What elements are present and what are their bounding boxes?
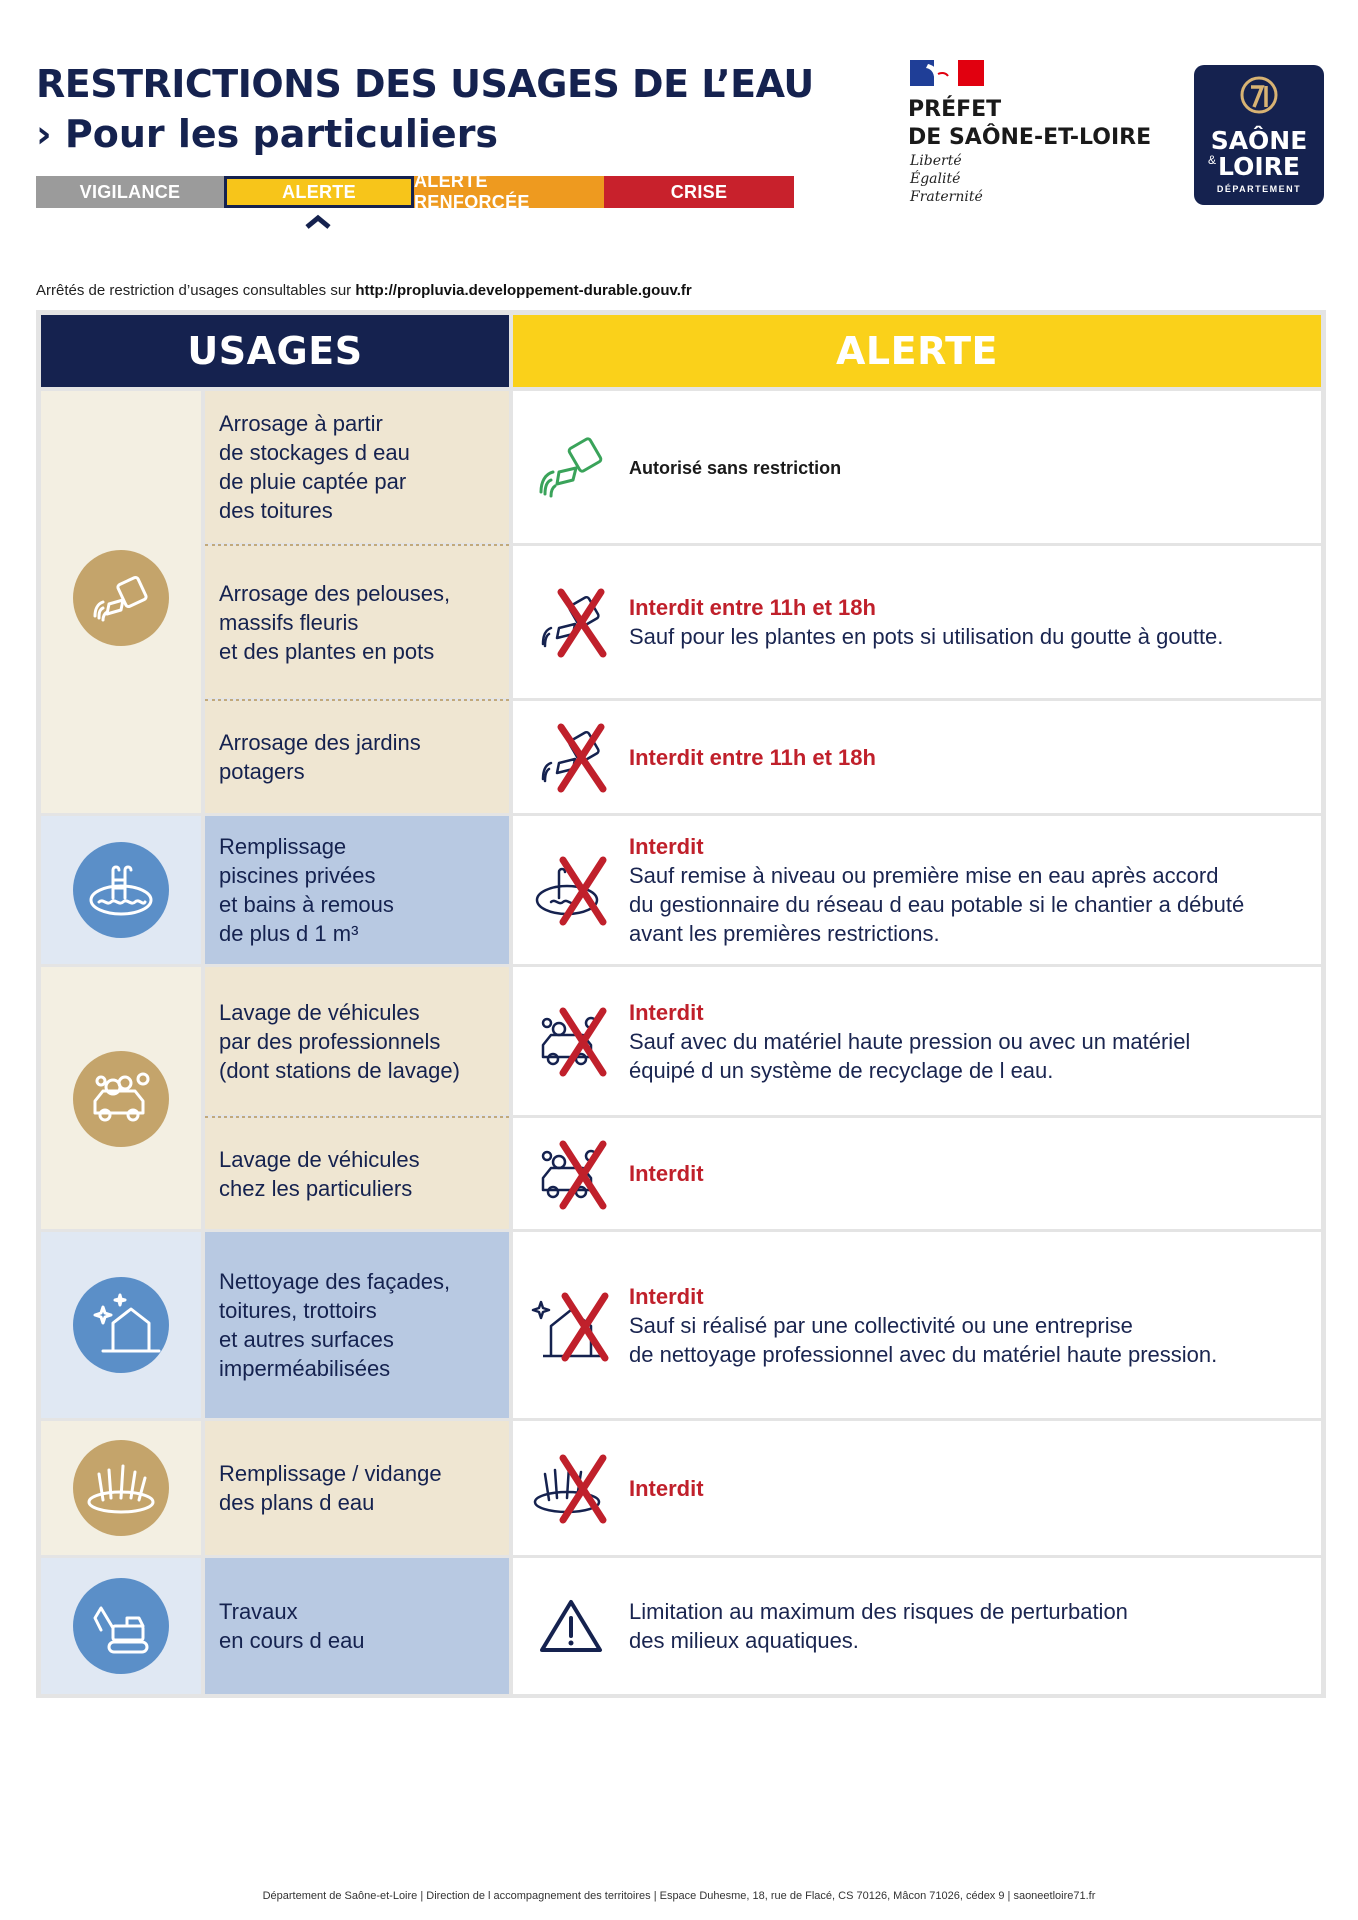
group-arrosage bbox=[41, 391, 201, 813]
car-wash-forbidden-icon bbox=[513, 1001, 629, 1081]
department-71-emblem-icon bbox=[1239, 75, 1279, 119]
prefet-name: PRÉFET DE SAÔNE-ET-LOIRE bbox=[908, 97, 1152, 150]
source-link[interactable]: http://propluvia.developpement-durable.gouv.fr bbox=[355, 282, 692, 299]
group-lavage bbox=[41, 967, 201, 1229]
caret-up-icon bbox=[304, 214, 332, 230]
group-plans-eau bbox=[41, 1421, 201, 1555]
watering-can-icon bbox=[513, 432, 629, 502]
header-usages: USAGES bbox=[41, 315, 509, 387]
usage-cell: Arrosage des pelouses, massifs fleuris et des plantes en pots bbox=[205, 546, 509, 698]
usage-cell: Travaux en cours d eau bbox=[205, 1558, 509, 1694]
level-alerte-renforcee: ALERTE RENFORCÉE bbox=[414, 176, 604, 208]
usage-cell: Remplissage / vidange des plans d eau bbox=[205, 1421, 509, 1555]
warning-icon bbox=[513, 1596, 629, 1656]
group-travaux bbox=[41, 1558, 201, 1694]
usage-cell: Remplissage piscines privées et bains à remous de plus d 1 m³ bbox=[205, 816, 509, 964]
footer: Département de Saône-et-Loire | Direction de l accompagnement des territoires | Espace Duhesme, 18, rue de Flacé, CS 70126, Mâcon 71026, cédex 9 | saoneetloire71.fr bbox=[262, 1890, 1096, 1902]
department-logo: SAÔNE & LOIRE DÉPARTEMENT bbox=[1194, 65, 1324, 205]
level-vigilance: VIGILANCE bbox=[36, 176, 224, 208]
car-wash-group-icon bbox=[73, 1051, 169, 1147]
table-row: Interdit Sauf remise à niveau ou première mise en eau après accord du gestionnaire du réseau d eau potable si le chantier a débuté avant les premières restrictions. bbox=[513, 816, 1321, 964]
house-cleaning-forbidden-icon bbox=[513, 1280, 629, 1370]
pond-group-icon bbox=[73, 1440, 169, 1536]
restrictions-table bbox=[36, 310, 1326, 1698]
pool-forbidden-icon bbox=[513, 850, 629, 930]
page-subtitle: › Pour les particuliers bbox=[36, 112, 499, 156]
usage-cell: Lavage de véhicules par des professionnels (dont stations de lavage) bbox=[205, 967, 509, 1115]
header-alerte: ALERTE bbox=[513, 315, 1321, 387]
level-crise: CRISE bbox=[604, 176, 794, 208]
table-row: Interdit entre 11h et 18h Sauf pour les plantes en pots si utilisation du goutte à goutte. bbox=[513, 546, 1321, 698]
table-row: Autorisé sans restriction bbox=[513, 391, 1321, 543]
alert-level-scale bbox=[36, 171, 794, 212]
house-cleaning-group-icon bbox=[73, 1277, 169, 1373]
usage-cell: Arrosage à partir de stockages d eau de pluie captée par des toitures bbox=[205, 391, 509, 543]
watering-can-forbidden-icon bbox=[513, 717, 629, 797]
excavator-group-icon bbox=[73, 1578, 169, 1674]
group-nettoyage bbox=[41, 1232, 201, 1418]
pond-forbidden-icon bbox=[513, 1448, 629, 1528]
usage-cell: Nettoyage des façades, toitures, trottoirs et autres surfaces imperméabilisées bbox=[205, 1232, 509, 1418]
table-row: Interdit Sauf si réalisé par une collectivité ou une entreprise de nettoyage professionnel avec du matériel haute pression. bbox=[513, 1232, 1321, 1418]
marianne-flag-icon bbox=[910, 60, 984, 86]
watering-group-icon bbox=[73, 550, 169, 646]
usage-cell: Arrosage des jardins potagers bbox=[205, 701, 509, 813]
page-title: RESTRICTIONS DES USAGES DE L’EAU bbox=[36, 62, 814, 106]
table-row: Interdit bbox=[513, 1118, 1321, 1229]
table-row: Interdit Sauf avec du matériel haute pression ou avec un matériel équipé d un système de recyclage de l eau. bbox=[513, 967, 1321, 1115]
group-piscines bbox=[41, 816, 201, 964]
republic-motto: Liberté Égalité Fraternité bbox=[910, 153, 983, 205]
source-notice: Arrêtés de restriction d’usages consultables sur http://propluvia.developpement-durable.gouv.fr bbox=[36, 282, 692, 299]
level-alerte-selected: ALERTE bbox=[224, 176, 414, 208]
usage-cell: Lavage de véhicules chez les particuliers bbox=[205, 1118, 509, 1229]
pool-group-icon bbox=[73, 842, 169, 938]
table-row: Interdit bbox=[513, 1421, 1321, 1555]
watering-can-forbidden-icon bbox=[513, 582, 629, 662]
table-row: Interdit entre 11h et 18h bbox=[513, 701, 1321, 813]
car-wash-forbidden-icon bbox=[513, 1134, 629, 1214]
table-row: Limitation au maximum des risques de perturbation des milieux aquatiques. bbox=[513, 1558, 1321, 1694]
